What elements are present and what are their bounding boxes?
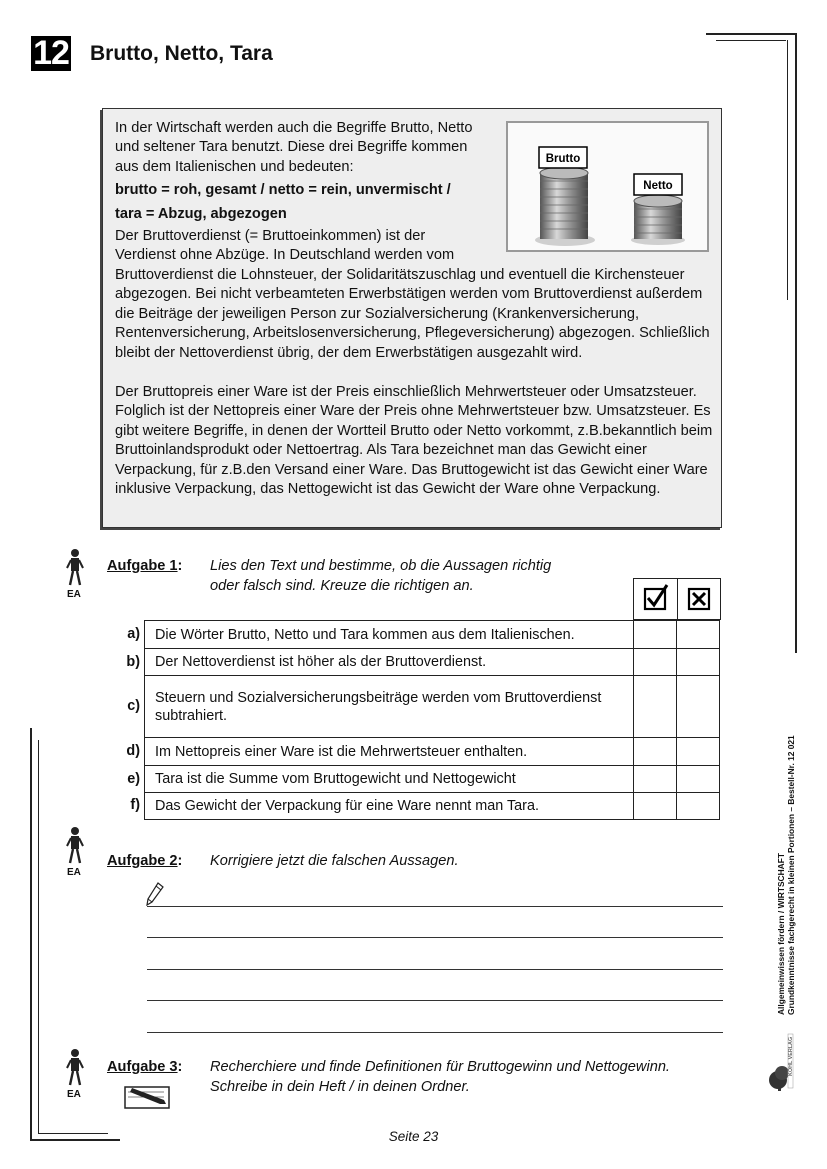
statement-letter-d: d) [126,743,140,759]
definitions-line-1: brutto = roh, gesamt / netto = rein, unvermischt / [115,182,451,198]
task1-heading [107,557,182,575]
statement-letter-a: a) [127,626,140,642]
info-paragraph-1-rest: Bruttoverdienst die Lohnsteuer, der Solidaritätszuschlag und eventuell die Kirchensteuer abgezogen. Bei nicht verbeamteten Erwerbstätigen werden vom Bruttoverdienst außerdem die Beiträge der jeweiligen Person zur Sozialversicherung (Krankenversicherung, Rentenversicherung, Arbeitslosenversicherung, Pflegeversicherung) abgezogen. Schließlich bleibt der Nettoverdienst übrig, der dem Erwerbstätigen ausgezahlt wird. [115,267,710,361]
checkbox-correct[interactable] [634,738,677,766]
sidebar-line-1: Allgemeinwissen fördern / WIRTSCHAFT [776,853,786,1015]
person-icon-task2 [66,826,84,869]
checkbox-correct[interactable] [634,766,677,793]
statement-letter-f: f) [130,797,140,813]
writing-line-1[interactable] [147,906,723,907]
person-figure-icon [66,826,84,864]
task1-instructions [210,556,551,596]
checkbox-wrong[interactable] [677,738,720,766]
checkbox-wrong[interactable] [677,621,720,649]
corner-line-top [706,33,796,35]
page-number: Seite 23 [388,1129,439,1144]
corner-line-right [795,33,797,653]
statement-text: Tara ist die Summe vom Bruttogewicht und Nettogewicht [145,766,634,793]
writing-line-2[interactable] [147,937,723,938]
brutto-sign: Brutto [545,153,581,165]
definitions-line-2: tara = Abzug, abgezogen [115,205,287,222]
writing-line-3[interactable] [147,969,723,970]
table-row [145,676,720,738]
task3-text-line2: Schreibe in dein Heft / in deinen Ordner. [210,1079,470,1095]
check-box-icon [634,579,677,619]
checkbox-correct[interactable] [634,793,677,820]
writing-line-4[interactable] [147,1000,723,1001]
corner-line-right-2 [787,40,788,300]
corner-line-left [30,728,32,1140]
table-row [145,621,720,649]
info-paragraph-2: Der Bruttopreis einer Ware ist der Preis einschließlich Mehrwertsteuer oder Umsatzsteuer. Folglich ist der Nettopreis einer Ware der Preis ohne Mehrwertsteuer bzw. Umsatzsteuer. Es gibt weitere Begriffe, in denen der Wortteil Brutto oder Netto vorkommt, z.B.bekanntlich beim Bruttoinlandsprodukt oder Nettoertrag. Als Tara bezeichnet man das Gewicht einer Verpackung, für z.B.den Versand einer Ware. Das Bruttogewicht ist das Gewicht einer Ware inklusive Verpackung, das Nettogewicht ist das Gewicht der Ware ohne Verpackung. [115,384,713,498]
corner-line-left-2 [38,740,39,1133]
person-icon-task1 [66,548,84,591]
checkbox-correct[interactable] [634,649,677,676]
statements-table [144,620,720,820]
task2-colon: : [177,853,183,869]
statement-text: Im Nettopreis einer Ware ist die Mehrwertsteuer enthalten. [145,738,634,766]
page-title: Brutto, Netto, Tara [90,42,273,65]
coin-stacks-illustration [508,123,707,250]
table-row [145,738,720,766]
statement-letter-e: e) [127,771,140,787]
task3-heading [107,1058,182,1076]
x-box-icon [678,579,720,619]
task1-colon: : [177,558,183,574]
task1-label: Aufgabe 1 [107,558,178,574]
publisher-name: KOHL VERLAG [788,1036,794,1076]
person-icon-task3 [66,1048,84,1091]
checkbox-wrong[interactable] [677,676,720,738]
header-wrong-box [677,578,721,620]
header-correct-box [633,578,678,620]
info-intro: In der Wirtschaft werden auch die Begriffe Brutto, Netto und seltener Tara benutzt. Diese drei Begriffe kommen aus dem Italienischen und bedeuten: [115,120,473,175]
task3-label: Aufgabe 3 [107,1059,178,1075]
coin-stacks-photo [506,121,709,252]
statement-letter-c: c) [127,698,140,714]
table-row [145,766,720,793]
table-row [145,793,720,820]
info-paragraph-1-start: Der Bruttoverdienst (= Bruttoeinkommen) ist der Verdienst ohne Abzüge. In Deutschland werden vom [115,228,455,264]
task2-heading [107,852,182,870]
netto-sign: Netto [643,180,673,192]
ea-label-task2: EA [67,867,81,878]
kohl-verlag-tree-logo [768,1022,796,1092]
info-definitions [115,179,485,226]
checkbox-wrong[interactable] [677,766,720,793]
corner-line-top-2 [716,40,786,41]
task3-colon: : [177,1059,183,1075]
writing-line-5[interactable] [147,1032,723,1033]
task3-text-line1: Recherchiere und finde Definitionen für Bruttogewinn und Nettogewinn. [210,1059,670,1075]
statement-text: Der Nettoverdienst ist höher als der Bruttoverdienst. [145,649,634,676]
person-figure-icon [66,1048,84,1086]
ea-label-task1: EA [67,589,81,600]
checkbox-correct[interactable] [634,676,677,738]
publisher-sidebar [776,735,796,1015]
person-figure-icon [66,548,84,586]
notebook-writing-icon [124,1084,170,1115]
statement-text: Steuern und Sozialversicherungsbeiträge werden vom Bruttoverdienst subtrahiert. [145,676,634,738]
task1-text-line2: oder falsch sind. Kreuze die richtigen an. [210,578,474,594]
statement-text: Das Gewicht der Verpackung für eine Ware nennt man Tara. [145,793,634,820]
checkbox-wrong[interactable] [677,793,720,820]
checkbox-correct[interactable] [634,621,677,649]
ea-label-task3: EA [67,1089,81,1100]
publisher-logo [768,1022,796,1097]
checkbox-wrong[interactable] [677,649,720,676]
statement-text: Die Wörter Brutto, Netto und Tara kommen aus dem Italienischen. [145,621,634,649]
statement-letter-b: b) [126,654,140,670]
sidebar-line-2: Grundkenntnisse fachgerecht in kleinen Portionen – Bestell-Nr. 12 021 [786,735,796,1015]
task2-label: Aufgabe 2 [107,853,178,869]
lesson-number: 12 [31,36,71,71]
task2-text: Korrigiere jetzt die falschen Aussagen. [210,853,459,869]
task3-instructions [210,1057,670,1097]
table-row [145,649,720,676]
task1-text-line1: Lies den Text und bestimme, ob die Aussagen richtig [210,558,552,574]
